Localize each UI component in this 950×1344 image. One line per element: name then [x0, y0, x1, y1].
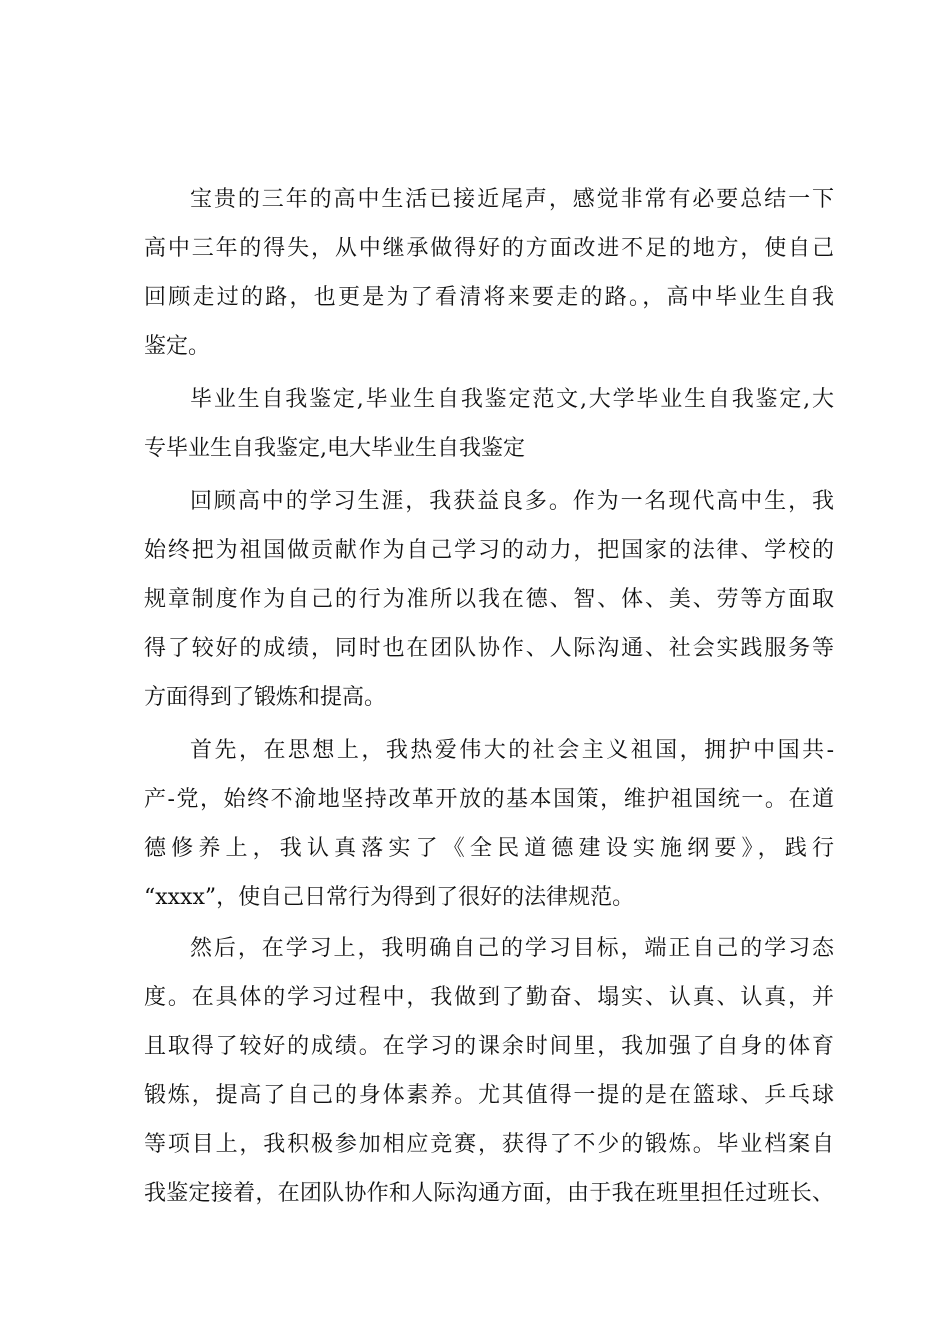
paragraph-5-line-6: 我鉴定接着，在团队协作和人际沟通方面，由于我在班里担任过班长、 — [144, 1181, 834, 1206]
paragraph-1-line-4: 鉴定。 — [144, 334, 211, 359]
paragraph-4-line-4: “xxxx”，使自己日常行为得到了很好的法律规范。 — [144, 885, 635, 910]
paragraph-3-line-3: 规章制度作为自己的行为准所以我在德、智、体、美、劳等方面取 — [144, 587, 834, 612]
paragraph-4-line-2: 产-党，始终不渝地坚持改革开放的基本国策，维护祖国统一。在道 — [144, 787, 834, 812]
paragraph-3-line-5: 方面得到了锻炼和提高。 — [144, 685, 387, 710]
paragraph-5-line-4: 锻炼，提高了自己的身体素养。尤其值得一提的是在篮球、乒乓球 — [144, 1083, 834, 1108]
paragraph-5-line-1: 然后，在学习上，我明确自己的学习目标，端正自己的学习态 — [190, 936, 834, 961]
paragraph-1-line-3: 回顾走过的路，也更是为了看清将来要走的路。，高中毕业生自我 — [144, 285, 834, 310]
paragraph-4-line-1: 首先，在思想上，我热爱伟大的社会主义祖国，拥护中国共- — [190, 738, 834, 763]
paragraph-1-line-2: 高中三年的得失，从中继承做得好的方面改进不足的地方，使自己 — [144, 236, 834, 261]
paragraph-5-line-2: 度。在具体的学习过程中，我做到了勤奋、塌实、认真、认真，并 — [144, 985, 834, 1010]
paragraph-2-line-1: 毕业生自我鉴定,毕业生自我鉴定范文,大学毕业生自我鉴定,大 — [190, 387, 834, 412]
paragraph-2-line-2: 专毕业生自我鉴定,电大毕业生自我鉴定 — [144, 436, 525, 461]
paragraph-3-line-1: 回顾高中的学习生涯，我获益良多。作为一名现代高中生，我 — [190, 489, 834, 514]
paragraph-4-line-3: 德修养上，我认真落实了《全民道德建设实施纲要》，践行 — [144, 836, 834, 861]
paragraph-1-line-1: 宝贵的三年的高中生活已接近尾声，感觉非常有必要总结一下 — [190, 187, 834, 212]
paragraph-3-line-2: 始终把为祖国做贡献作为自己学习的动力，把国家的法律、学校的 — [144, 538, 834, 563]
paragraph-3-line-4: 得了较好的成绩，同时也在团队协作、人际沟通、社会实践服务等 — [144, 636, 834, 661]
paragraph-5-line-5: 等项目上，我积极参加相应竞赛，获得了不少的锻炼。毕业档案自 — [144, 1132, 834, 1157]
paragraph-5-line-3: 且取得了较好的成绩。在学习的课余时间里，我加强了自身的体育 — [144, 1034, 834, 1059]
